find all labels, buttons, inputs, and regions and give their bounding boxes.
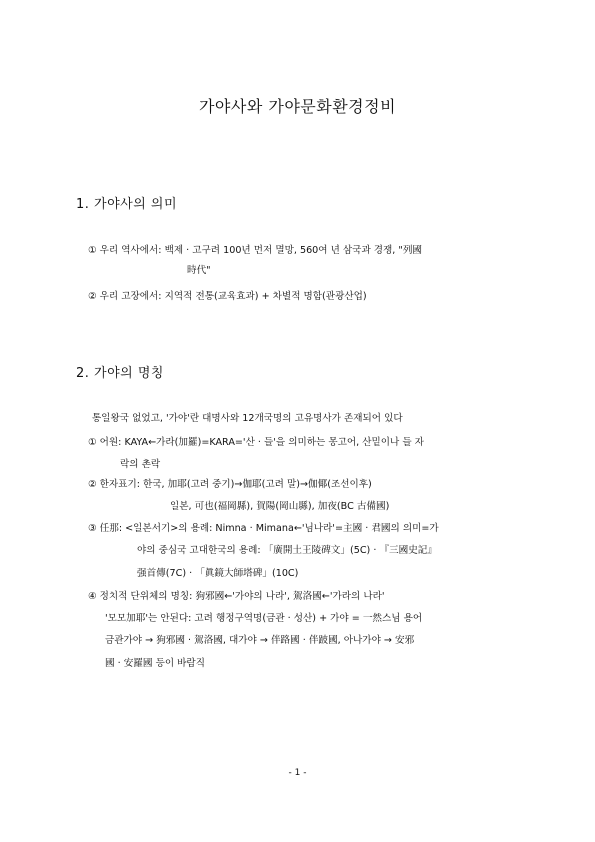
- page-title: 가야사와 가야문화환경정비: [198, 97, 397, 116]
- section-2-heading: 2. 가야의 명칭: [76, 366, 164, 381]
- section-2-line: 통일왕국 없었고, '가야'란 대명사와 12개국명의 고유명사가 존재되어 있다: [92, 413, 403, 424]
- section-2-line: 야의 중심국 고대한국의 용례: 「廣開土王陵碑文」(5C) · 『三國史記』: [137, 545, 437, 556]
- section-1-line: 時代": [187, 265, 211, 276]
- section-2-line: 금관가야 → 狗邪國 · 駕洛國, 대가야 → 伴路國 · 伴跛國, 아나가야 → 安邪: [105, 635, 415, 646]
- page-number: - 1 -: [288, 768, 307, 778]
- section-1-line: ② 우리 고장에서: 지역적 전통(교육효과) + 차별적 명함(관광산업): [88, 291, 367, 302]
- section-2-line: ③ 任那: <일본서기>의 용례: Nimna · Mimana←'님나라'=主國 · 君國의 의미=가: [88, 523, 439, 534]
- section-2-line: ④ 정치적 단위체의 명칭: 狗邪國←'가야의 나라', 駕洛國←'가라의 나라': [88, 591, 385, 602]
- section-2-line: ② 한자표기: 한국, 加耶(고려 중기)→伽耶(고려 말)→伽倻(조선이후): [88, 479, 372, 490]
- section-2-line: ① 어원: KAYA←가라(加羅)=KARA='산 · 들'을 의미하는 몽고어, 산밑이나 들 자: [88, 437, 424, 448]
- section-2-line: 일본, 可也(福岡縣), 賀陽(岡山縣), 加夜(BC 古備國): [170, 501, 390, 512]
- section-2-line: '모모加耶'는 안된다: 고려 행정구역명(금관 · 성산) + 가야 = 一然스님 용어: [105, 613, 423, 624]
- section-2-line: 强首傳(7C) · 「眞鏡大師塔碑」(10C): [137, 568, 299, 579]
- section-1-heading: 1. 가야사의 의미: [76, 197, 178, 212]
- section-1-line: ① 우리 역사에서: 백제 · 고구려 100년 먼저 멸망, 560여 년 삼국과 경쟁, "列國: [88, 245, 423, 256]
- section-2-line: 國 · 安羅國 등이 바람직: [105, 658, 205, 669]
- section-2-line: 락의 촌락: [120, 459, 161, 470]
